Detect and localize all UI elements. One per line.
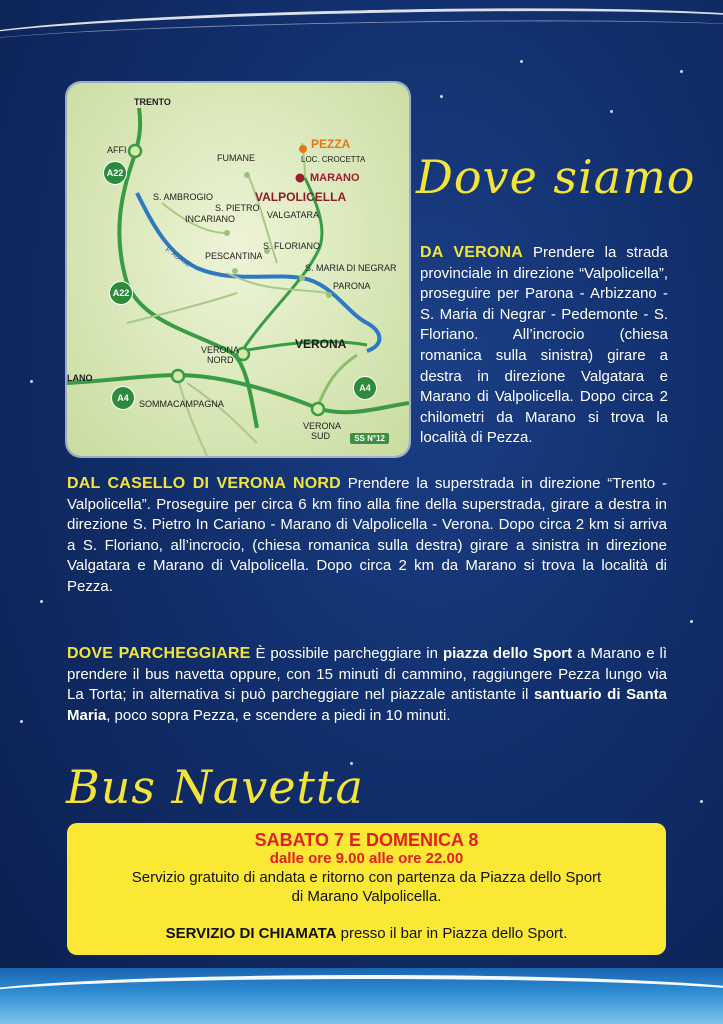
bus-info-box <box>67 823 666 955</box>
da-verona-paragraph <box>420 243 668 449</box>
map-label-verona-nord-2: NORD <box>207 355 234 365</box>
star-decoration <box>20 720 23 723</box>
parcheggio-lead: DOVE PARCHEGGIARE <box>67 645 251 662</box>
map-label-pescantina: PESCANTINA <box>205 251 263 261</box>
star-decoration <box>690 620 693 623</box>
map-label-valpolicella: VALPOLICELLA <box>255 190 347 204</box>
a4-badge-left: A4 <box>111 386 135 410</box>
bus-chiamata-text: presso il bar in Piazza dello Sport. <box>336 925 568 942</box>
a22-badge-mid: A22 <box>109 281 133 305</box>
bus-navetta-heading: Bus Navetta <box>66 760 364 814</box>
parcheggio-bold-2: santuario di Santa Maria <box>67 686 668 724</box>
bus-service-line-2: di Marano Valpolicella. <box>291 888 442 905</box>
map-label-pezza: PEZZA <box>311 137 351 151</box>
bottom-swoosh-decoration <box>0 975 723 1019</box>
map-label-trento: TRENTO <box>134 97 171 107</box>
da-verona-text: Prendere la strada provinciale in direzione “Valpolicella”, proseguire per Parona - Arbizzano - S. Maria di Negrar - Pedemonte - S. Floriano. All’incrocio (chiesa romanica sulla sinistra) girare a destra in direzione Valgatara e Marano di Valpolicella. Dopo circa 2 chilometri da Marano si trova la località di Pezza. <box>420 244 668 447</box>
star-decoration <box>440 95 443 98</box>
map-label-crocetta: LOC. CROCETTA <box>301 155 366 164</box>
a4-badge-right: A4 <box>353 376 377 400</box>
parcheggio-text-3: , poco sopra Pezza, e scendere a piedi in 10 minuti. <box>106 706 451 724</box>
map-label-s-ambrogio: S. AMBROGIO <box>153 192 214 202</box>
ss12-badge: SS N°12 <box>350 433 389 444</box>
star-decoration <box>30 380 33 383</box>
a22-badge-top: A22 <box>103 161 127 185</box>
location-map <box>67 83 409 456</box>
map-label-verona-sud-2: SUD <box>311 431 331 441</box>
map-label-f-adige: F. ADIGE <box>163 246 192 269</box>
casello-text: Prendere la superstrada in direzione “Trento - Valpolicella”. Proseguire per circa 6 km fino alla fine della superstrada, girare a destra in direzione S. Pietro In Cariano - Marano di Valpolicella - Verona. Dopo circa 2 km si arriva a S. Floriano, all’incrocio, (chiesa romanica sulla destra) girare a sinistra in direzione Valgatara e Marano di Valpolicella. Dopo circa 2 km da Marano si trova la località di Pezza. <box>67 475 667 595</box>
map-label-valgatara: VALGATARA <box>267 210 320 220</box>
star-decoration <box>680 70 683 73</box>
map-label-s-pietro: S. PIETRO <box>215 203 260 213</box>
map-label-milano: LANO <box>67 373 93 383</box>
map-label-verona: VERONA <box>295 337 347 351</box>
bus-spacer <box>67 906 666 924</box>
parcheggio-text-1: È possibile parcheggiare in <box>250 645 443 662</box>
parcheggio-bold-1: piazza dello Sport <box>442 645 573 662</box>
map-label-marano: MARANO <box>310 172 360 184</box>
da-verona-lead: DA VERONA <box>420 244 524 261</box>
map-label-verona-sud-1: VERONA <box>303 421 342 431</box>
parcheggio-paragraph <box>67 644 667 726</box>
map-label-incariano: INCARIANO <box>185 214 236 224</box>
star-decoration <box>520 60 523 63</box>
map-label-s-floriano: S. FLORIANO <box>263 241 321 251</box>
map-label-s-maria-negrar: S. MARIA DI NEGRAR <box>305 263 397 273</box>
bus-chiamata-line <box>67 924 666 943</box>
map-label-verona-nord-1: VERONA <box>201 345 240 355</box>
map-label-fumane: FUMANE <box>217 153 255 163</box>
bus-service-line-1: Servizio gratuito di andata e ritorno con partenza da Piazza dello Sport <box>131 869 602 886</box>
map-label-affi: AFFI <box>107 145 127 155</box>
star-decoration <box>610 110 613 113</box>
casello-paragraph <box>67 474 667 598</box>
bus-chiamata-bold: SERVIZIO DI CHIAMATA <box>165 925 337 942</box>
star-decoration <box>40 600 43 603</box>
map-label-parona: PARONA <box>333 281 371 291</box>
casello-lead: DAL CASELLO DI VERONA NORD <box>67 475 341 492</box>
dove-siamo-heading: Dove siamo <box>416 150 696 204</box>
star-decoration <box>700 800 703 803</box>
parcheggio-text-2: a Marano e lì prendere il bus navetta oppure, con 15 minuti di cammino, raggiungere Pezza lungo via La Torta; in alternativa si può parcheggiare nel piazzale antistante il <box>67 645 668 704</box>
bus-hours: dalle ore 9.00 alle ore 22.00 <box>269 850 464 867</box>
map-label-sommacampagna: SOMMACAMPAGNA <box>139 399 224 409</box>
bus-days-title: SABATO 7 E DOMENICA 8 <box>254 830 479 850</box>
